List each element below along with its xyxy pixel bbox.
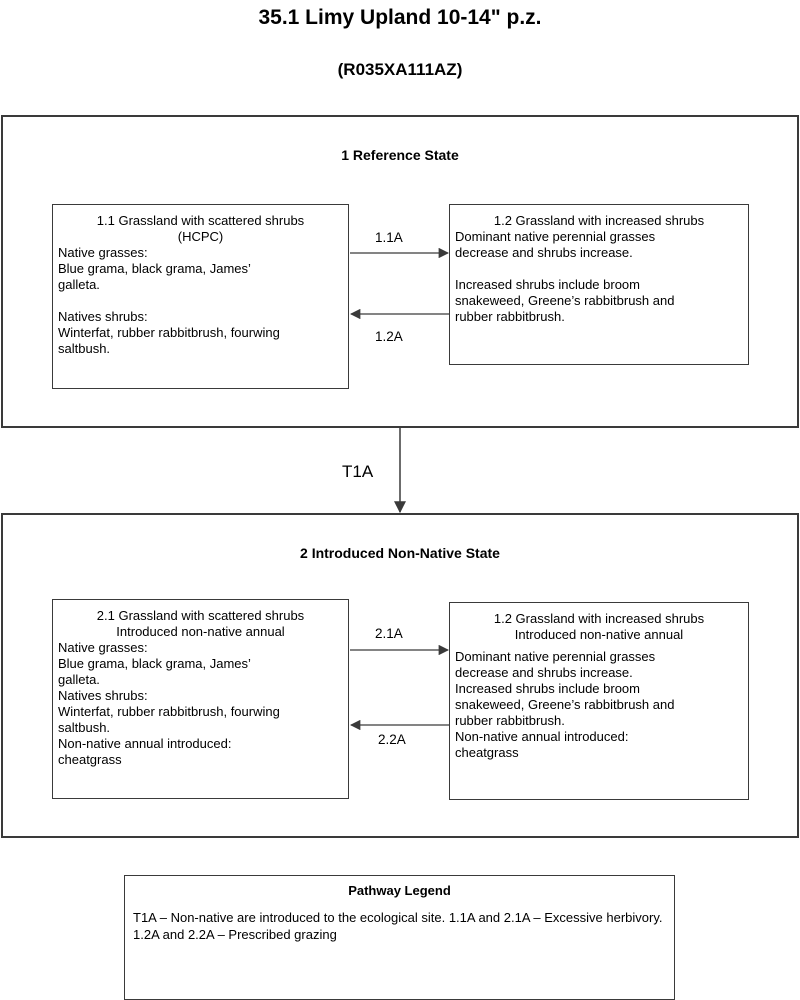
native-shrubs-list: Winterfat, rubber rabbitbrush, fourwing	[58, 325, 280, 340]
community-1-2-desc-4: snakeweed, Greene’s rabbitbrush and	[455, 293, 675, 308]
native-grasses-label: Native grasses:	[58, 245, 148, 260]
community-1-1-title: 1.1 Grassland with scattered shrubs	[96, 213, 305, 228]
community-2-2-desc-6: Non-native annual introduced:	[455, 729, 629, 744]
community-2-1-subtitle: Introduced non-native annual	[116, 624, 285, 639]
native-grasses-label-2: Native grasses:	[58, 640, 148, 655]
pathway-2-2a-label: 2.2A	[378, 732, 406, 747]
community-2-2-title: 1.2 Grassland with increased shrubs	[493, 611, 705, 626]
community-2-2-desc-3: Increased shrubs include broom	[455, 681, 640, 696]
pathway-2-1a-label: 2.1A	[375, 626, 403, 641]
diagram-title: 35.1 Limy Upland 10-14" p.z.	[258, 6, 542, 29]
community-2-2-desc-7: cheatgrass	[455, 745, 519, 760]
state-2-title: 2 Introduced Non-Native State	[300, 545, 500, 561]
native-grasses-list-2-cont: galleta.	[58, 672, 100, 687]
native-shrubs-list-2: Winterfat, rubber rabbitbrush, fourwing	[58, 704, 280, 719]
pathway-1-1a-label: 1.1A	[375, 230, 403, 245]
community-1-2-desc-3: Increased shrubs include broom	[455, 277, 640, 292]
community-1-2-title: 1.2 Grassland with increased shrubs	[493, 213, 705, 228]
diagram-subtitle: (R035XA111AZ)	[337, 60, 463, 79]
community-2-2-desc-5: rubber rabbitbrush.	[455, 713, 565, 728]
nonnative-annual-label: Non-native annual introduced:	[58, 736, 232, 751]
community-2-2-subtitle: Introduced non-native annual	[514, 627, 684, 642]
legend-item: 1.2A and 2.2A – Prescribed grazing	[133, 927, 337, 942]
community-2-1-title: 2.1 Grassland with scattered shrubs	[96, 608, 305, 623]
community-1-1-subtitle: (HCPC)	[177, 229, 224, 244]
community-1-2-desc-2: decrease and shrubs increase.	[455, 245, 633, 260]
legend-item: T1A – Non-native are introduced to the ecological site.	[133, 910, 446, 925]
community-1-2-desc-5: rubber rabbitbrush.	[455, 309, 565, 324]
community-2-2-desc-4: snakeweed, Greene’s rabbitbrush and	[455, 697, 675, 712]
state-1-title: 1 Reference State	[341, 147, 459, 163]
transition-t1a-label: T1A	[342, 462, 374, 481]
native-grasses-list: Blue grama, black grama, James’	[58, 261, 251, 276]
legend-title: Pathway Legend	[348, 883, 451, 898]
community-2-2-desc-2: decrease and shrubs increase.	[455, 665, 633, 680]
native-shrubs-list-2-cont: saltbush.	[58, 720, 111, 735]
nonnative-annual-value: cheatgrass	[58, 752, 122, 767]
native-grasses-list-cont: galleta.	[58, 277, 100, 292]
native-shrubs-label-2: Natives shrubs:	[58, 688, 148, 703]
native-grasses-list-2: Blue grama, black grama, James’	[58, 656, 251, 671]
community-1-2-desc-1: Dominant native perennial grasses	[455, 229, 656, 244]
native-shrubs-list-cont: saltbush.	[58, 341, 111, 356]
pathway-1-2a-label: 1.2A	[375, 329, 403, 344]
native-shrubs-label: Natives shrubs:	[58, 309, 148, 324]
legend-item: 1.1A and 2.1A – Excessive herbivory.	[448, 910, 663, 925]
community-2-2-desc-1: Dominant native perennial grasses	[455, 649, 656, 664]
